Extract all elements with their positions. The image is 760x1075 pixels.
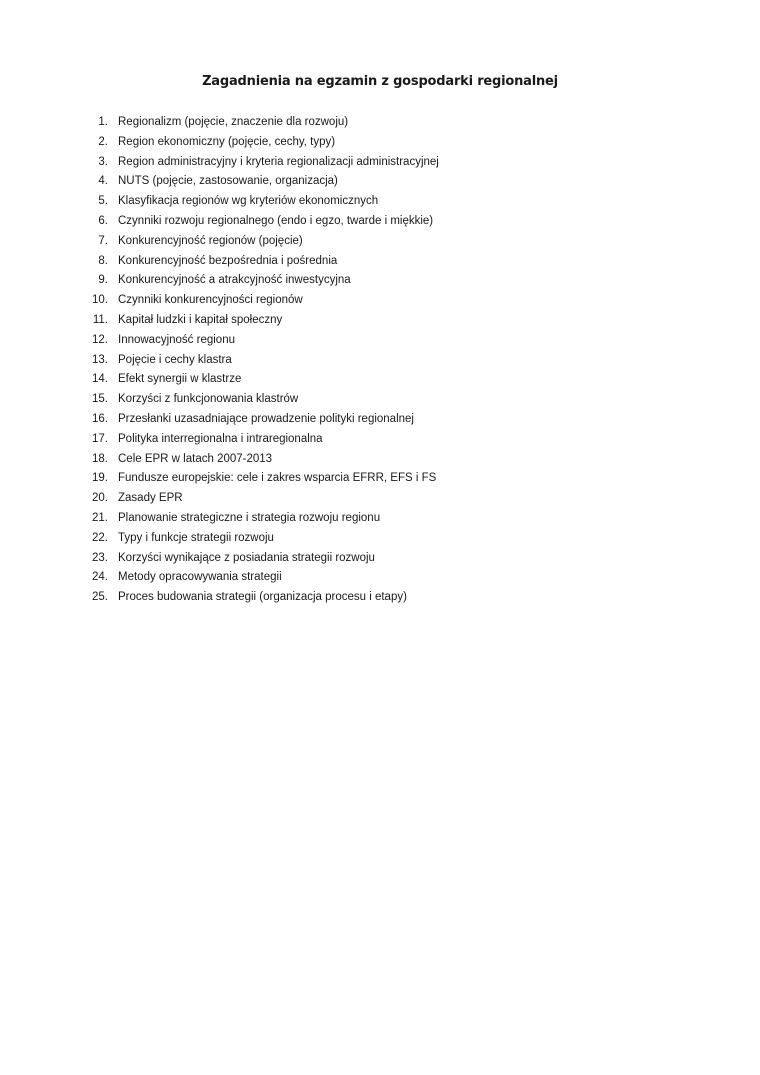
topic-text: Typy i funkcje strategii rozwoju	[118, 531, 274, 544]
topic-number: 11.	[92, 313, 108, 326]
topic-text: Konkurencyjność a atrakcyjność inwestycyjna	[118, 274, 351, 287]
topic-item	[0, 370, 760, 390]
topic-number: 6.	[98, 214, 108, 227]
topic-item	[0, 410, 760, 430]
topic-number: 23.	[92, 551, 108, 564]
topic-number: 14.	[92, 373, 108, 386]
topic-number: 22.	[92, 531, 108, 544]
topic-item	[0, 331, 760, 351]
topic-item	[0, 192, 760, 212]
topic-number: 15.	[92, 393, 108, 406]
topic-number: 2.	[98, 135, 108, 148]
topic-text: Kapitał ludzki i kapitał społeczny	[118, 313, 283, 326]
topic-number: 24.	[92, 571, 108, 584]
topic-text: Polityka interregionalna i intraregionalna	[118, 432, 323, 445]
topic-number: 7.	[98, 234, 108, 247]
topic-text: Konkurencyjność bezpośrednia i pośrednia	[118, 254, 338, 267]
topic-number: 3.	[98, 155, 108, 168]
topic-text: Innowacyjność regionu	[118, 333, 235, 346]
topic-item	[0, 113, 760, 133]
topic-text: Region ekonomiczny (pojęcie, cechy, typy)	[118, 135, 336, 148]
topic-text: Zasady EPR	[118, 492, 183, 505]
topic-item	[0, 430, 760, 450]
topic-text: Klasyfikacja regionów wg kryteriów ekonomicznych	[118, 195, 379, 208]
topic-number: 21.	[92, 511, 108, 524]
topic-item	[0, 291, 760, 311]
topic-item	[0, 450, 760, 470]
topic-item	[0, 232, 760, 252]
topic-text: Metody opracowywania strategii	[118, 571, 282, 584]
topic-item	[0, 271, 760, 291]
topic-number: 18.	[92, 452, 108, 465]
document-title: Zagadnienia na egzamin z gospodarki regionalnej	[202, 74, 558, 89]
topic-text: Czynniki rozwoju regionalnego (endo i egzo, twarde i miękkie)	[118, 214, 434, 227]
topic-text: Konkurencyjność regionów (pojęcie)	[118, 234, 303, 247]
topic-item	[0, 469, 760, 489]
topic-number: 5.	[98, 195, 108, 208]
topic-text: NUTS (pojęcie, zastosowanie, organizacja)	[118, 175, 338, 188]
topic-text: Proces budowania strategii (organizacja procesu i etapy)	[118, 591, 407, 604]
topic-item	[0, 509, 760, 529]
topic-item	[0, 153, 760, 173]
topic-text: Czynniki konkurencyjności regionów	[118, 294, 303, 307]
topic-item	[0, 489, 760, 509]
topic-number: 19.	[92, 472, 108, 485]
topic-item	[0, 252, 760, 272]
topic-number: 16.	[92, 412, 108, 425]
topic-number: 4.	[98, 175, 108, 188]
topic-number: 17.	[92, 432, 108, 445]
topic-text: Korzyści wynikające z posiadania strategii rozwoju	[118, 551, 375, 564]
topic-number: 12.	[92, 333, 108, 346]
topic-text: Cele EPR w latach 2007-2013	[118, 452, 273, 465]
topic-text: Efekt synergii w klastrze	[118, 373, 242, 386]
topic-item	[0, 133, 760, 153]
topic-item	[0, 549, 760, 569]
topic-item	[0, 588, 760, 608]
topic-number: 8.	[98, 254, 108, 267]
topic-text: Przesłanki uzasadniające prowadzenie polityki regionalnej	[118, 412, 414, 425]
topic-number: 10.	[92, 294, 108, 307]
topic-list	[0, 113, 760, 608]
topic-item	[0, 351, 760, 371]
topic-item	[0, 529, 760, 549]
topic-number: 13.	[92, 353, 108, 366]
topic-number: 9.	[98, 274, 108, 287]
topic-text: Korzyści z funkcjonowania klastrów	[118, 393, 299, 406]
topic-text: Region administracyjny i kryteria regionalizacji administracyjnej	[118, 155, 439, 168]
topic-text: Pojęcie i cechy klastra	[118, 353, 232, 366]
topic-item	[0, 172, 760, 192]
topic-item	[0, 212, 760, 232]
topic-number: 1.	[98, 116, 108, 128]
topic-number: 20.	[92, 492, 108, 505]
topic-text: Planowanie strategiczne i strategia rozwoju regionu	[118, 511, 381, 524]
topic-number: 25.	[92, 591, 108, 604]
topic-item	[0, 390, 760, 410]
topic-item	[0, 568, 760, 588]
topic-text: Fundusze europejskie: cele i zakres wsparcia EFRR, EFS i FS	[118, 472, 437, 485]
topic-text: Regionalizm (pojęcie, znaczenie dla rozwoju)	[118, 116, 349, 128]
topic-item	[0, 311, 760, 331]
